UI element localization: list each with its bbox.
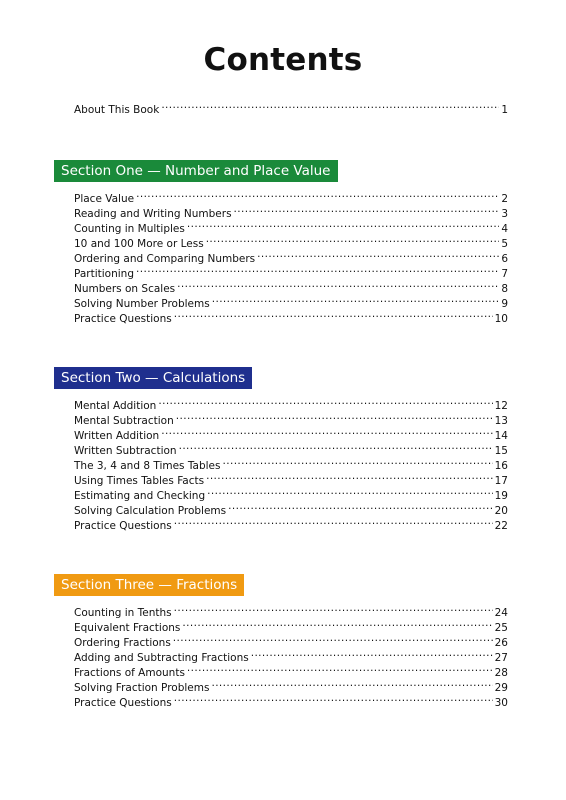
toc-entry[interactable] bbox=[74, 247, 508, 265]
dot-leader bbox=[222, 454, 492, 469]
toc-entry-label: Equivalent Fractions bbox=[74, 622, 181, 634]
toc-entry-page: 20 bbox=[494, 505, 508, 517]
toc-entry-page: 14 bbox=[494, 430, 508, 442]
toc-entry-label: Solving Calculation Problems bbox=[74, 505, 227, 517]
toc-entry-label: The 3, 4 and 8 Times Tables bbox=[74, 460, 221, 472]
toc-entry-page: 17 bbox=[494, 475, 508, 487]
toc-entry[interactable] bbox=[74, 277, 508, 295]
dot-leader bbox=[174, 307, 493, 322]
toc-entry-page: 12 bbox=[494, 400, 508, 412]
dot-leader bbox=[136, 262, 499, 277]
toc-entry-about[interactable] bbox=[74, 98, 508, 116]
toc-entry-label: Ordering and Comparing Numbers bbox=[74, 253, 256, 265]
toc-entry-page: 7 bbox=[501, 268, 508, 280]
dot-leader bbox=[234, 202, 500, 217]
toc-entry-label: Place Value bbox=[74, 193, 135, 205]
toc-entry-page: 3 bbox=[501, 208, 508, 220]
dot-leader bbox=[161, 424, 492, 439]
toc-entry-label: Mental Subtraction bbox=[74, 415, 174, 427]
toc-entry-label: Using Times Tables Facts bbox=[74, 475, 205, 487]
toc-entry[interactable] bbox=[74, 514, 508, 532]
toc-entry-label: Practice Questions bbox=[74, 313, 172, 325]
dot-leader bbox=[179, 439, 493, 454]
toc-entry-page: 22 bbox=[494, 520, 508, 532]
dot-leader bbox=[187, 217, 499, 232]
toc-entry-page: 26 bbox=[494, 637, 508, 649]
dot-leader bbox=[174, 601, 493, 616]
toc-entry[interactable] bbox=[74, 601, 508, 619]
toc-entry[interactable] bbox=[74, 439, 508, 457]
toc-entry[interactable] bbox=[74, 646, 508, 664]
toc-entry-page: 5 bbox=[501, 238, 508, 250]
toc-entry-label: Solving Fraction Problems bbox=[74, 682, 210, 694]
toc-entry-page: 24 bbox=[494, 607, 508, 619]
dot-leader bbox=[251, 646, 493, 661]
toc-entry[interactable] bbox=[74, 292, 508, 310]
toc-entry-page: 10 bbox=[494, 313, 508, 325]
dot-leader bbox=[228, 499, 493, 514]
toc-entry[interactable] bbox=[74, 691, 508, 709]
toc-entry-label: Partitioning bbox=[74, 268, 134, 280]
toc-entry-page: 4 bbox=[501, 223, 508, 235]
toc-entry-label: Adding and Subtracting Fractions bbox=[74, 652, 249, 664]
toc-entry[interactable] bbox=[74, 499, 508, 517]
dot-leader bbox=[211, 676, 492, 691]
toc-entry-label: Ordering Fractions bbox=[74, 637, 171, 649]
toc-entry[interactable] bbox=[74, 631, 508, 649]
toc-entry-label: Counting in Multiples bbox=[74, 223, 185, 235]
dot-leader bbox=[257, 247, 499, 262]
toc-entry[interactable] bbox=[74, 202, 508, 220]
dot-leader bbox=[161, 98, 499, 113]
toc-entry-page: 25 bbox=[494, 622, 508, 634]
toc-entry-label: Mental Addition bbox=[74, 400, 157, 412]
toc-entry-page: 28 bbox=[494, 667, 508, 679]
toc-entry[interactable] bbox=[74, 616, 508, 634]
toc-entry-label: Solving Number Problems bbox=[74, 298, 210, 310]
toc-entry[interactable] bbox=[74, 262, 508, 280]
toc-entry-page: 2 bbox=[501, 193, 508, 205]
dot-leader bbox=[136, 187, 499, 202]
toc-entry-page: 19 bbox=[494, 490, 508, 502]
toc-entry-page: 27 bbox=[494, 652, 508, 664]
dot-leader bbox=[207, 484, 493, 499]
toc-entry[interactable] bbox=[74, 484, 508, 502]
toc-entry-label: Reading and Writing Numbers bbox=[74, 208, 232, 220]
toc-entry-label: Written Subtraction bbox=[74, 445, 177, 457]
dot-leader bbox=[173, 631, 493, 646]
toc-entry[interactable] bbox=[74, 307, 508, 325]
toc-entry-label: About This Book bbox=[74, 104, 160, 116]
dot-leader bbox=[182, 616, 492, 631]
dot-leader bbox=[174, 691, 493, 706]
toc-entry-label: Numbers on Scales bbox=[74, 283, 176, 295]
toc-entry[interactable] bbox=[74, 676, 508, 694]
toc-entry-label: Practice Questions bbox=[74, 520, 172, 532]
toc-entry[interactable] bbox=[74, 217, 508, 235]
section-heading-three: Section Three — Fractions bbox=[54, 574, 244, 596]
toc-entry[interactable] bbox=[74, 232, 508, 250]
toc-entry-label: Counting in Tenths bbox=[74, 607, 172, 619]
toc-entry-page: 13 bbox=[494, 415, 508, 427]
dot-leader bbox=[176, 409, 493, 424]
toc-entry[interactable] bbox=[74, 661, 508, 679]
toc-entry-label: Practice Questions bbox=[74, 697, 172, 709]
dot-leader bbox=[206, 232, 500, 247]
toc-entry-label: 10 and 100 More or Less bbox=[74, 238, 204, 250]
dot-leader bbox=[177, 277, 499, 292]
toc-entry-label: Written Addition bbox=[74, 430, 160, 442]
toc-entry-label: Estimating and Checking bbox=[74, 490, 206, 502]
toc-entry-page: 16 bbox=[494, 460, 508, 472]
dot-leader bbox=[187, 661, 493, 676]
toc-entry[interactable] bbox=[74, 187, 508, 205]
section-heading-one: Section One — Number and Place Value bbox=[54, 160, 338, 182]
toc-entry-page: 8 bbox=[501, 283, 508, 295]
toc-entry-page: 15 bbox=[494, 445, 508, 457]
toc-entry-label: Fractions of Amounts bbox=[74, 667, 185, 679]
toc-entry-page: 9 bbox=[501, 298, 508, 310]
toc-entry[interactable] bbox=[74, 394, 508, 412]
toc-entry-page: 1 bbox=[501, 104, 508, 116]
dot-leader bbox=[158, 394, 492, 409]
toc-entry[interactable] bbox=[74, 454, 508, 472]
dot-leader bbox=[174, 514, 493, 529]
dot-leader bbox=[212, 292, 500, 307]
dot-leader bbox=[206, 469, 493, 484]
toc-entry-page: 30 bbox=[494, 697, 508, 709]
toc-entry[interactable] bbox=[74, 469, 508, 487]
page-title: Contents bbox=[203, 42, 363, 78]
toc-entry-page: 6 bbox=[501, 253, 508, 265]
section-heading-two: Section Two — Calculations bbox=[54, 367, 252, 389]
toc-entry-page: 29 bbox=[494, 682, 508, 694]
toc-entry[interactable] bbox=[74, 409, 508, 427]
toc-entry[interactable] bbox=[74, 424, 508, 442]
